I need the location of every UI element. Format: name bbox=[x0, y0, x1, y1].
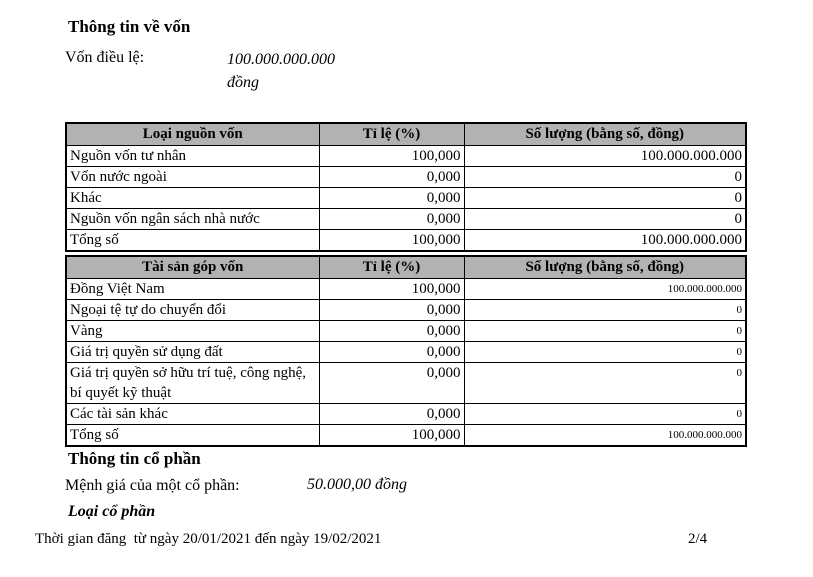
col-header-ratio: Tỉ lệ (%) bbox=[319, 256, 464, 279]
table-row bbox=[66, 321, 746, 342]
row-label: Tổng số bbox=[66, 425, 319, 447]
row-label: Vốn nước ngoài bbox=[66, 167, 319, 188]
row-amount: 0 bbox=[464, 209, 746, 230]
row-ratio: 0,000 bbox=[319, 167, 464, 188]
row-label: Vàng bbox=[66, 321, 319, 342]
row-amount: 100.000.000.000 bbox=[464, 146, 746, 167]
row-ratio: 0,000 bbox=[319, 300, 464, 321]
row-amount: 100.000.000.000 bbox=[464, 425, 746, 447]
row-ratio: 100,000 bbox=[319, 425, 464, 447]
row-ratio: 100,000 bbox=[319, 279, 464, 300]
charter-capital-value bbox=[227, 48, 335, 94]
par-value-label: Mệnh giá của một cổ phần: bbox=[65, 477, 240, 494]
row-ratio: 0,000 bbox=[319, 209, 464, 230]
col-header-asset-type: Tài sản góp vốn bbox=[66, 256, 319, 279]
par-value: 50.000,00 đồng bbox=[307, 476, 407, 493]
table-total-row bbox=[66, 230, 746, 252]
row-ratio: 0,000 bbox=[319, 321, 464, 342]
page-number: 2/4 bbox=[688, 531, 708, 547]
table-row bbox=[66, 167, 746, 188]
row-ratio: 100,000 bbox=[319, 146, 464, 167]
row-amount: 0 bbox=[464, 404, 746, 425]
table-row bbox=[66, 300, 746, 321]
table-header-row bbox=[66, 256, 746, 279]
row-amount: 0 bbox=[464, 188, 746, 209]
charter-capital-amount: 100.000.000.000 bbox=[227, 51, 335, 68]
row-amount: 100.000.000.000 bbox=[464, 230, 746, 252]
share-section-title: Thông tin cổ phần bbox=[68, 449, 201, 468]
row-ratio: 100,000 bbox=[319, 230, 464, 252]
row-label: Giá trị quyền sở hữu trí tuệ, công nghệ, bí quyết kỹ thuật bbox=[66, 363, 319, 404]
col-header-source-type: Loại nguồn vốn bbox=[66, 123, 319, 146]
row-amount: 100.000.000.000 bbox=[464, 279, 746, 300]
row-label: Nguồn vốn ngân sách nhà nước bbox=[66, 209, 319, 230]
row-label: Giá trị quyền sử dụng đất bbox=[66, 342, 319, 363]
row-amount: 0 bbox=[464, 342, 746, 363]
table-row bbox=[66, 146, 746, 167]
table-row bbox=[66, 279, 746, 300]
row-label: Nguồn vốn tư nhân bbox=[66, 146, 319, 167]
row-label: Khác bbox=[66, 188, 319, 209]
table-row bbox=[66, 342, 746, 363]
row-label: Đồng Việt Nam bbox=[66, 279, 319, 300]
row-amount: 0 bbox=[464, 321, 746, 342]
col-header-amount: Số lượng (bằng số, đồng) bbox=[464, 256, 746, 279]
row-ratio: 0,000 bbox=[319, 342, 464, 363]
share-type-label: Loại cổ phần bbox=[68, 503, 156, 520]
col-header-amount: Số lượng (bằng số, đồng) bbox=[464, 123, 746, 146]
table-row bbox=[66, 363, 746, 404]
row-ratio: 0,000 bbox=[319, 363, 464, 404]
row-amount: 0 bbox=[464, 167, 746, 188]
table-header-row bbox=[66, 123, 746, 146]
table-row bbox=[66, 404, 746, 425]
col-header-ratio: Tỉ lệ (%) bbox=[319, 123, 464, 146]
row-amount: 0 bbox=[464, 300, 746, 321]
table-row bbox=[66, 209, 746, 230]
row-label: Tổng số bbox=[66, 230, 319, 252]
row-ratio: 0,000 bbox=[319, 404, 464, 425]
contributed-assets-table bbox=[65, 255, 747, 447]
posting-period: Thời gian đăng từ ngày 20/01/2021 đến ngày 19/02/2021 bbox=[35, 531, 382, 547]
row-amount: 0 bbox=[464, 363, 746, 404]
row-ratio: 0,000 bbox=[319, 188, 464, 209]
capital-sources-table bbox=[65, 122, 747, 252]
table-total-row bbox=[66, 425, 746, 447]
row-label: Ngoại tệ tự do chuyển đổi bbox=[66, 300, 319, 321]
capital-section-title: Thông tin về vốn bbox=[68, 17, 191, 36]
charter-capital-unit: đồng bbox=[227, 74, 259, 91]
charter-capital-label: Vốn điều lệ: bbox=[65, 49, 145, 66]
table-row bbox=[66, 188, 746, 209]
row-label: Các tài sản khác bbox=[66, 404, 319, 425]
